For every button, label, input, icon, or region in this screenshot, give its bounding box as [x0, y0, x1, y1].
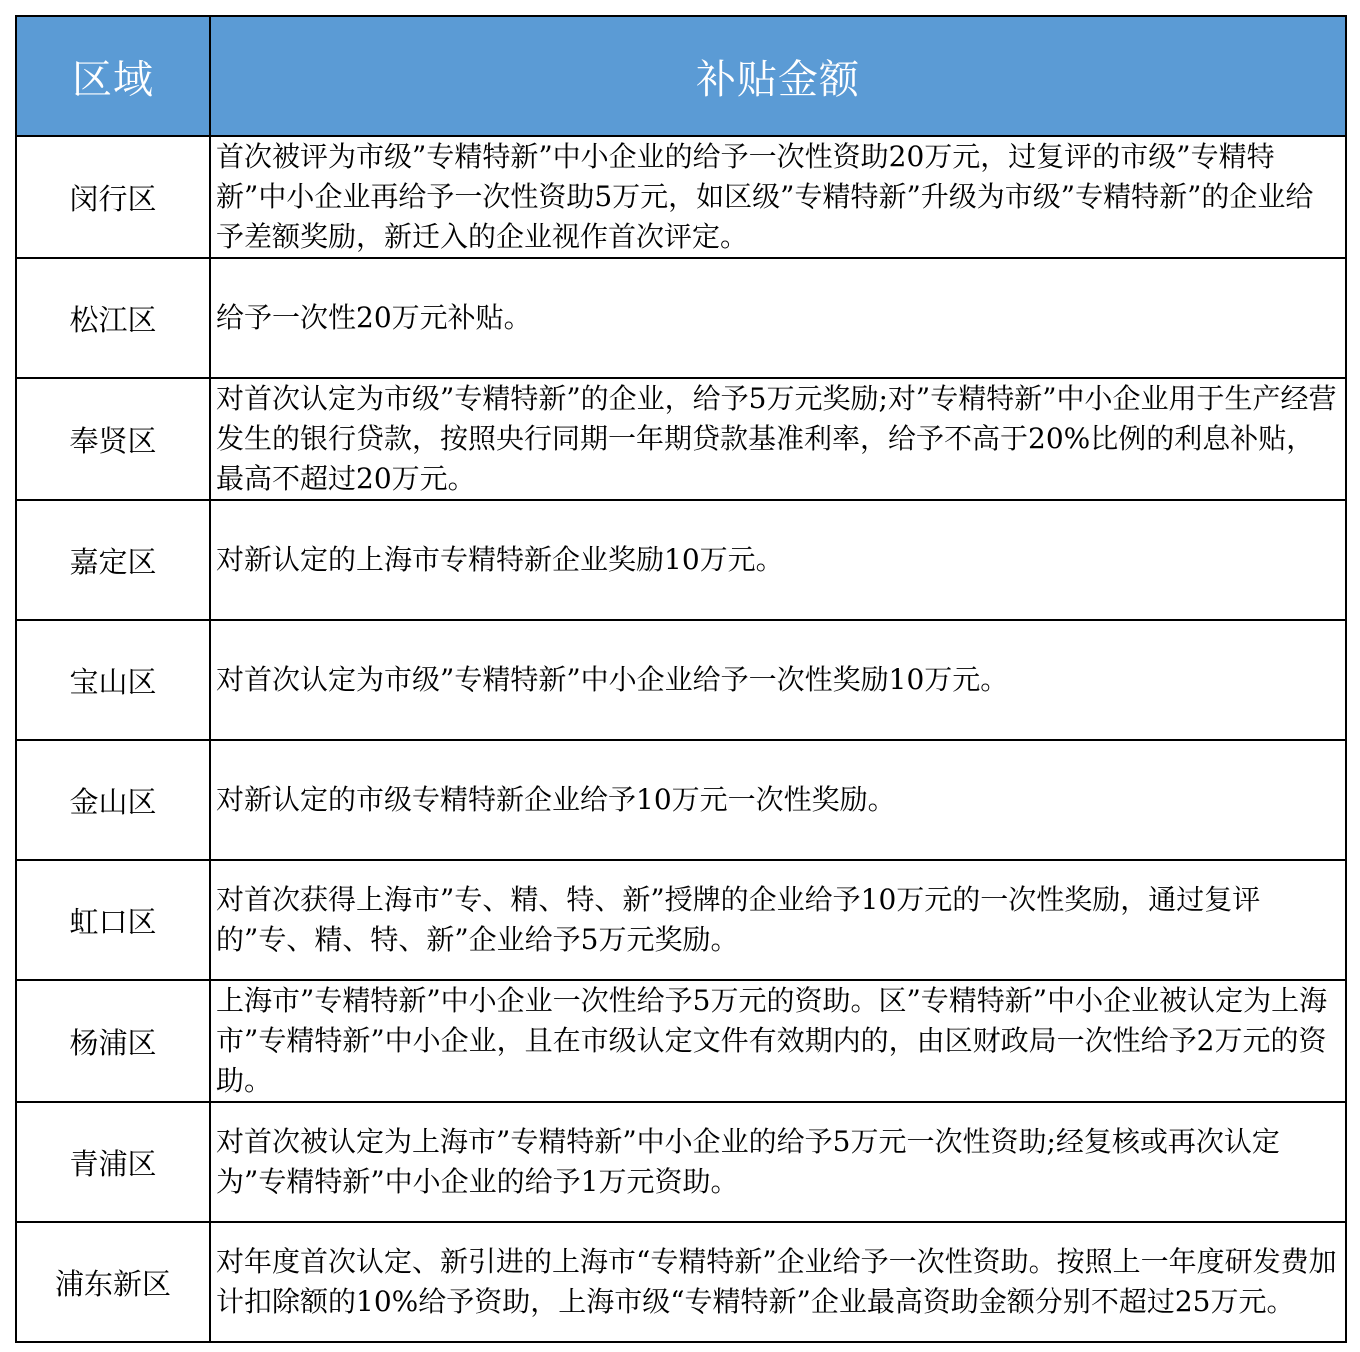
- header-amount: 补贴金额: [210, 16, 1346, 136]
- table-row: [16, 500, 1346, 620]
- region-cell: 闵行区: [16, 136, 210, 258]
- region-cell: 虹口区: [16, 860, 210, 980]
- amount-cell: 对首次认定为市级”专精特新”的企业，给予5万元奖励;对”专精特新”中小企业用于生产经营发生的银行贷款，按照央行同期一年期贷款基准利率，给予不高于20%比例的利息补贴，最高不超过20万元。: [210, 378, 1346, 500]
- header-row: [16, 16, 1346, 136]
- subsidy-table: [15, 15, 1347, 1343]
- amount-cell: 对新认定的市级专精特新企业给予10万元一次性奖励。: [210, 740, 1346, 860]
- table-row: [16, 1222, 1346, 1342]
- table-row: [16, 860, 1346, 980]
- table-row: [16, 740, 1346, 860]
- region-cell: 浦东新区: [16, 1222, 210, 1342]
- table-row: [16, 980, 1346, 1102]
- amount-cell: 对首次被认定为上海市”专精特新”中小企业的给予5万元一次性资助;经复核或再次认定为”专精特新”中小企业的给予1万元资助。: [210, 1102, 1346, 1222]
- amount-cell: 给予一次性20万元补贴。: [210, 258, 1346, 378]
- amount-cell: 对首次认定为市级”专精特新”中小企业给予一次性奖励10万元。: [210, 620, 1346, 740]
- amount-cell: 首次被评为市级”专精特新”中小企业的给予一次性资助20万元，过复评的市级”专精特新”中小企业再给予一次性资助5万元，如区级”专精特新”升级为市级”专精特新”的企业给予差额奖励，新迁入的企业视作首次评定。: [210, 136, 1346, 258]
- table-row: [16, 136, 1346, 258]
- table-row: [16, 620, 1346, 740]
- header-region: 区域: [16, 16, 210, 136]
- table-row: [16, 1102, 1346, 1222]
- region-cell: 杨浦区: [16, 980, 210, 1102]
- region-cell: 嘉定区: [16, 500, 210, 620]
- amount-cell: 对首次获得上海市”专、精、特、新”授牌的企业给予10万元的一次性奖励，通过复评的”专、精、特、新”企业给予5万元奖励。: [210, 860, 1346, 980]
- amount-cell: 上海市”专精特新”中小企业一次性给予5万元的资助。区”专精特新”中小企业被认定为上海市”专精特新”中小企业，且在市级认定文件有效期内的，由区财政局一次性给予2万元的资助。: [210, 980, 1346, 1102]
- amount-cell: 对新认定的上海市专精特新企业奖励10万元。: [210, 500, 1346, 620]
- amount-cell: 对年度首次认定、新引进的上海市“专精特新”企业给予一次性资助。按照上一年度研发费加计扣除额的10%给予资助，上海市级“专精特新”企业最高资助金额分别不超过25万元。: [210, 1222, 1346, 1342]
- region-cell: 金山区: [16, 740, 210, 860]
- region-cell: 奉贤区: [16, 378, 210, 500]
- region-cell: 青浦区: [16, 1102, 210, 1222]
- region-cell: 松江区: [16, 258, 210, 378]
- region-cell: 宝山区: [16, 620, 210, 740]
- table-row: [16, 258, 1346, 378]
- table-row: [16, 378, 1346, 500]
